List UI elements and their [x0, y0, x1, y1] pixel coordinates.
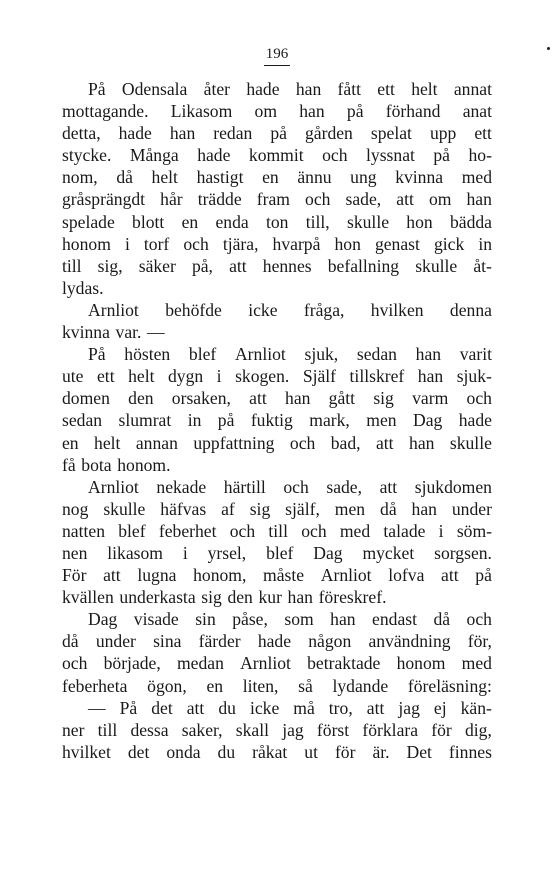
text-line: ute ett helt dygn i skogen. Själf tillskref han sjuk-	[62, 366, 492, 387]
text-line: natten blef feberhet och till och med talade i söm-	[62, 520, 492, 541]
text-line: nog skulle häfvas af sig själf, men då han under	[62, 498, 492, 519]
text-line: sedan slumrat in på fuktig mark, men Dag hade	[62, 410, 492, 431]
margin-dot-mark	[547, 47, 550, 50]
text-line: gråsprängdt hår trädde fram och sade, att om han	[62, 189, 492, 210]
text-line: nom, då helt hastigt en ännu ung kvinna med	[62, 167, 492, 188]
text-line: kvinna var. —	[62, 322, 165, 343]
text-line: stycke. Många hade kommit och lyssnat på ho-	[62, 145, 492, 166]
text-line: spelade blott en enda ton till, skulle hon bädda	[62, 211, 492, 232]
text-line: nen likasom i yrsel, blef Dag mycket sorgsen.	[62, 542, 492, 563]
text-line: till sig, säker på, att hennes befallning skulle åt-	[62, 255, 492, 276]
text-line: mottagande. Likasom om han på förhand anat	[62, 101, 492, 122]
text-line: För att lugna honom, måste Arnliot lofva att på	[62, 565, 492, 586]
text-line: lydas.	[62, 277, 104, 298]
text-line: ner till dessa saker, skall jag först förklara för dig,	[62, 719, 492, 740]
text-line: domen den orsaken, att han gått sig varm och	[62, 388, 492, 409]
text-line: kvällen underkasta sig den kur han föreskref.	[62, 587, 387, 608]
book-page	[62, 0, 492, 878]
text-line: honom i torf och tjära, hvarpå hon genast gick in	[62, 233, 492, 254]
text-line: detta, hade han redan på gården spelat upp ett	[62, 123, 492, 144]
text-line: få bota honom.	[62, 454, 171, 475]
text-line: feberheta ögon, en liten, så lydande föreläsning:	[62, 675, 492, 696]
page-number-text: 196	[264, 44, 291, 66]
page-number	[62, 44, 492, 66]
body-text	[62, 78, 492, 763]
text-line: då under sina färder hade någon användning för,	[62, 631, 492, 652]
text-line: På hösten blef Arnliot sjuk, sedan han varit	[88, 344, 492, 365]
text-line: — På det att du icke må tro, att jag ej kän-	[88, 697, 492, 718]
text-line: hvilket det onda du råkat ut för är. Det finnes	[62, 741, 492, 762]
text-line: och började, medan Arnliot betraktade honom med	[62, 653, 492, 674]
text-line: Arnliot nekade härtill och sade, att sjukdomen	[88, 476, 492, 497]
text-line: Dag visade sin påse, som han endast då och	[88, 609, 492, 630]
text-line: På Odensala åter hade han fått ett helt annat	[88, 79, 492, 99]
text-line: Arnliot behöfde icke fråga, hvilken denna	[88, 299, 492, 320]
text-line: en helt annan uppfattning och bad, att han skulle	[62, 432, 492, 453]
